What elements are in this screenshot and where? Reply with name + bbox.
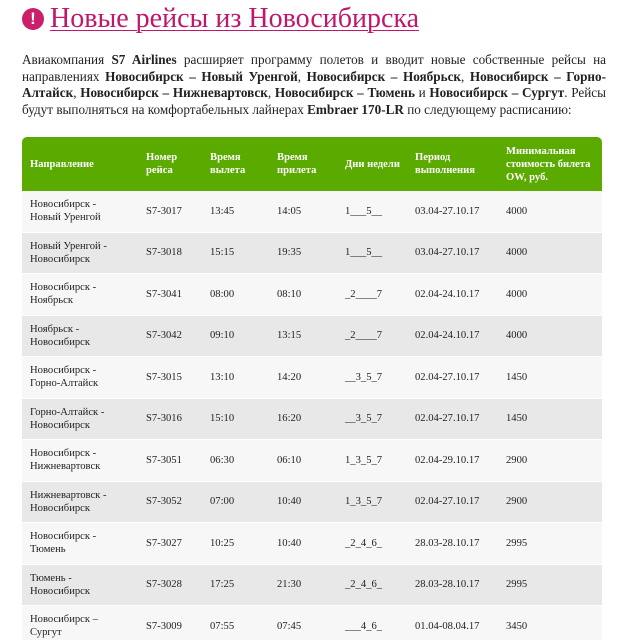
- intro-separator: ,: [297, 68, 307, 84]
- departure-time-cell: 13:45: [202, 191, 269, 232]
- price-cell: 2900: [498, 439, 602, 481]
- days-of-week-cell: _2_4_6_: [337, 522, 407, 564]
- period-cell: 02.04-27.10.17: [407, 356, 498, 398]
- route-origin: Новосибирск –: [30, 614, 98, 626]
- arrival-time-cell: 08:10: [269, 273, 337, 315]
- period-cell: 03.04-27.10.17: [407, 232, 498, 274]
- flight-number-cell: S7-3051: [138, 439, 202, 481]
- intro-text: расширяет программу полетов и вводит новые собственные рейсы на направлениях: [22, 52, 606, 84]
- period-cell: 02.04-29.10.17: [407, 439, 498, 481]
- period-cell: 02.04-27.10.17: [407, 398, 498, 440]
- intro-paragraph: [22, 52, 606, 118]
- days-of-week-cell: 1_3_5_7: [337, 439, 407, 481]
- price-cell: 1450: [498, 356, 602, 398]
- flight-number-cell: S7-3015: [138, 356, 202, 398]
- price-cell: 2995: [498, 564, 602, 606]
- departure-time-cell: 17:25: [202, 564, 269, 606]
- route-cell: [22, 232, 138, 274]
- route-cell: [22, 356, 138, 398]
- schedule-table: [22, 137, 602, 640]
- period-cell: 03.04-27.10.17: [407, 191, 498, 232]
- table-row: [22, 522, 602, 564]
- table-header-row: [22, 137, 602, 191]
- period-cell: 28.03-28.10.17: [407, 522, 498, 564]
- arrival-time-cell: 16:20: [269, 398, 337, 440]
- arrival-time-cell: 21:30: [269, 564, 337, 606]
- price-cell: 2900: [498, 481, 602, 523]
- intro-separator: и: [414, 85, 430, 100]
- intro-separator: ,: [267, 85, 275, 100]
- departure-time-cell: 10:25: [202, 522, 269, 564]
- price-cell: 2995: [498, 522, 602, 564]
- price-cell: 4000: [498, 315, 602, 357]
- period-cell: 28.03-28.10.17: [407, 564, 498, 606]
- departure-time-cell: 07:00: [202, 481, 269, 523]
- route-cell: [22, 315, 138, 357]
- route-destination: Новосибирск: [30, 585, 91, 597]
- title-row: [22, 2, 419, 36]
- days-of-week-cell: 1___5__: [337, 232, 407, 274]
- flight-number-cell: S7-3042: [138, 315, 202, 357]
- schedule-table-wrapper: [22, 137, 602, 640]
- days-of-week-cell: 1___5__: [337, 191, 407, 232]
- route-origin: Новосибирск -: [30, 282, 97, 294]
- departure-time-cell: 07:55: [202, 605, 269, 640]
- intro-text: Авиакомпания: [22, 52, 112, 67]
- intro-text: по следующему расписанию:: [403, 101, 572, 117]
- days-of-week-cell: _2_4_6_: [337, 564, 407, 606]
- route-name: Новосибирск – Нижневартовск: [80, 85, 268, 100]
- arrival-time-cell: 07:45: [269, 605, 337, 640]
- route-cell: [22, 605, 138, 640]
- departure-time-cell: 15:15: [202, 232, 269, 274]
- flight-number-cell: S7-3028: [138, 564, 202, 606]
- header-departure-time: Время вылета: [202, 137, 269, 191]
- days-of-week-cell: ___4_6_: [337, 605, 407, 640]
- arrival-time-cell: 19:35: [269, 232, 337, 274]
- price-cell: 4000: [498, 232, 602, 274]
- days-of-week-cell: __3_5_7: [337, 356, 407, 398]
- price-cell: 4000: [498, 191, 602, 232]
- flight-number-cell: S7-3052: [138, 481, 202, 523]
- arrival-time-cell: 14:20: [269, 356, 337, 398]
- table-row: [22, 481, 602, 523]
- days-of-week-cell: 1_3_5_7: [337, 481, 407, 523]
- flight-number-cell: S7-3016: [138, 398, 202, 440]
- aircraft-name: Embraer 170-LR: [307, 101, 404, 117]
- table-row: [22, 315, 602, 357]
- flight-number-cell: S7-3018: [138, 232, 202, 274]
- route-origin: Новосибирск -: [30, 448, 97, 460]
- flight-number-cell: S7-3041: [138, 273, 202, 315]
- header-flight-number: Номер рейса: [138, 137, 202, 191]
- airline-name: S7 Airlines: [111, 52, 177, 67]
- table-row: [22, 232, 602, 274]
- departure-time-cell: 09:10: [202, 315, 269, 357]
- route-cell: [22, 481, 138, 523]
- route-cell: [22, 522, 138, 564]
- route-destination: Сургут: [30, 627, 62, 639]
- table-row: [22, 356, 602, 398]
- route-destination: Новосибирск: [30, 502, 91, 514]
- flight-number-cell: S7-3009: [138, 605, 202, 640]
- price-cell: 3450: [498, 605, 602, 640]
- route-name: Новосибирск – Тюмень: [274, 85, 415, 100]
- route-cell: [22, 191, 138, 232]
- route-cell: [22, 439, 138, 481]
- price-cell: 1450: [498, 398, 602, 440]
- arrival-time-cell: 10:40: [269, 522, 337, 564]
- route-origin: Новосибирск -: [30, 199, 97, 211]
- route-destination: Ноябрьск: [30, 295, 73, 307]
- arrival-time-cell: 06:10: [269, 439, 337, 481]
- page-title-link[interactable]: Новые рейсы из Новосибирска: [50, 3, 420, 34]
- route-origin: Ноябрьск -: [30, 323, 80, 335]
- route-origin: Новосибирск -: [30, 365, 97, 377]
- period-cell: 02.04-27.10.17: [407, 481, 498, 523]
- route-destination: Новосибирск: [30, 253, 91, 265]
- period-cell: 01.04-08.04.17: [407, 605, 498, 640]
- table-row: [22, 398, 602, 440]
- route-origin: Нижневартовск -: [30, 489, 107, 501]
- route-name: Новосибирск – Горно-Алтайск: [22, 68, 606, 100]
- route-name: Новосибирск – Ноябрьск: [306, 68, 462, 84]
- table-row: [22, 273, 602, 315]
- table-row: [22, 191, 602, 232]
- route-name: Новосибирск – Новый Уренгой: [105, 68, 298, 84]
- header-min-price: Минимальная стоимость билета OW, руб.: [498, 137, 602, 191]
- route-name: Новосибирск – Сургут: [429, 85, 565, 100]
- days-of-week-cell: _2____7: [337, 315, 407, 357]
- header-direction: Направление: [22, 137, 138, 191]
- route-origin: Новосибирск -: [30, 531, 97, 543]
- days-of-week-cell: _2____7: [337, 273, 407, 315]
- route-origin: Горно-Алтайск -: [30, 406, 105, 418]
- departure-time-cell: 15:10: [202, 398, 269, 440]
- header-period: Период выполнения: [407, 137, 498, 191]
- intro-separator: ,: [461, 68, 470, 84]
- intro-separator: ,: [73, 85, 81, 100]
- table-row: [22, 564, 602, 606]
- period-cell: 02.04-24.10.17: [407, 273, 498, 315]
- flight-number-cell: S7-3017: [138, 191, 202, 232]
- header-arrival-time: Время прилета: [269, 137, 337, 191]
- flight-number-cell: S7-3027: [138, 522, 202, 564]
- arrival-time-cell: 10:40: [269, 481, 337, 523]
- table-row: [22, 439, 602, 481]
- route-destination: Новый Уренгой: [30, 212, 101, 224]
- departure-time-cell: 08:00: [202, 273, 269, 315]
- route-destination: Новосибирск: [30, 336, 91, 348]
- arrival-time-cell: 13:15: [269, 315, 337, 357]
- route-destination: Горно-Алтайск: [30, 378, 99, 390]
- table-row: [22, 605, 602, 640]
- route-destination: Новосибирск: [30, 419, 91, 431]
- intro-text: . Рейсы будут выполняться на комфортабельных лайнерах: [22, 85, 606, 117]
- route-cell: [22, 398, 138, 440]
- route-cell: [22, 273, 138, 315]
- arrival-time-cell: 14:05: [269, 191, 337, 232]
- departure-time-cell: 13:10: [202, 356, 269, 398]
- days-of-week-cell: __3_5_7: [337, 398, 407, 440]
- route-destination: Нижневартовск: [30, 461, 101, 473]
- header-days-of-week: Дни недели: [337, 137, 407, 191]
- route-origin: Новый Уренгой -: [30, 240, 107, 252]
- exclamation-icon: !: [22, 8, 44, 30]
- route-cell: [22, 564, 138, 606]
- route-destination: Тюмень: [30, 544, 66, 556]
- departure-time-cell: 06:30: [202, 439, 269, 481]
- period-cell: 02.04-24.10.17: [407, 315, 498, 357]
- price-cell: 4000: [498, 273, 602, 315]
- route-origin: Тюмень -: [30, 572, 72, 584]
